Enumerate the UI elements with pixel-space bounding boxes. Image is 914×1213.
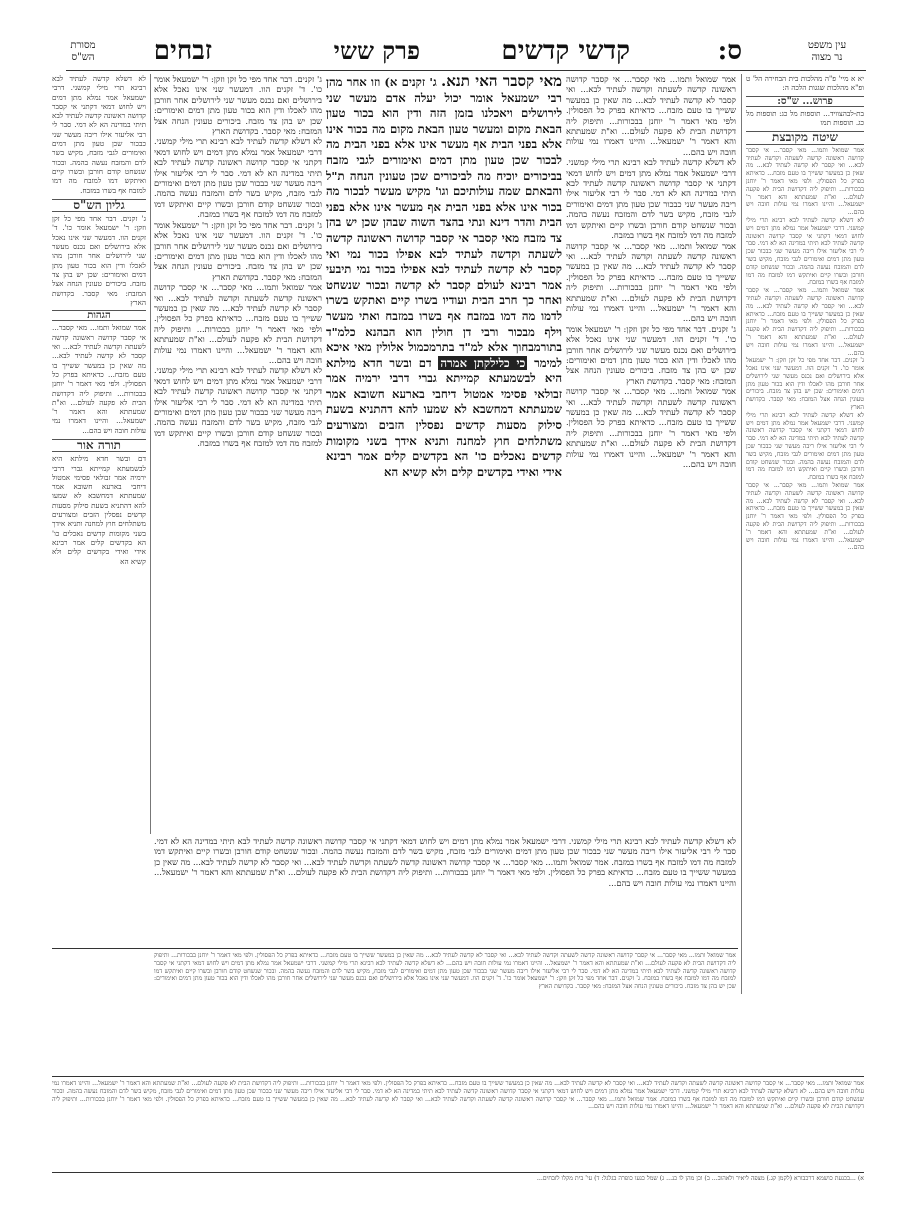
footnotes: א) ...בכנעת כושמא דרכבורא (לקמן קג.) מצפה ליאיר ולאהוב... ב) וכן מהן לו כנ... ג) שמל כנעו כופרה בגלגל: ד) עי' בית מקלו לזבחים... [536, 1175, 864, 1182]
rashi-column [154, 74, 322, 834]
ein-mishpat-subtitle: פרוש... ש"ס: [746, 96, 864, 107]
torah-or-title: תורה אור [52, 439, 146, 452]
tosafot-text-cont2: אמר שמואל ותמו... מאי קסבר... אי קסבר קדושה ראשונה קדשה לשעתה וקדשה לעתיד לבא... ואי קסבר לא קדשה לעתיד לבא... מה שאין כן במעשר ששייך בו טעם מזבח... כדאיתא בפרק כל הפסולין. ולפי מאי דאמר ר' יוחנן בבכורות... ותיפוק ליה דקדושת הבית לא פקעה לעולם... וא"ת שמעתתא והא דאמר ר' ישמעאל... והיינו דאמרו נמי עולות חובה ויש בהם... [566, 240, 736, 324]
footer-text-cont2: אמר שמואל ותמו... מאי קסבר... אי קסבר קדושה ראשונה קדשה לשעתה וקדשה לעתיד לבא... ואי קסבר לא קדשה לעתיד לבא... מה שאין כן במעשר ששייך בו טעם מזבח... כדאיתא בפרק כל הפסולין. ולפי מאי דאמר ר' יוחנן בבכורות... ותיפוק ליה דקדושת הבית לא פקעה לעולם... וא"ת שמעתתא והא דאמר ר' ישמעאל... והיינו דאמרו נמי עולות חובה ויש בהם... [52, 1095, 864, 1111]
shita-mekubetzet-body-cont4: לא דשלא קדשה לעתיד לבא רבינא תרי מילי קמשני. דרבי ישמעאל אמר נמלא מתן דמים ויש לחוש דמאי דקתני אי קסבר קדושה ראשונה קדשה לעתיד לבא תיתי במדינה הא לא דמי. סבר לי רבי אליעזר אילו ריבה מעשר שני כבכור שכן טעון מתן דמים ואימורים לגבי מזבח, מקיש בשר לדם והמזבח נעשה בהמה. ובכור שנשחט קודם חורבן ובשרו קיים ואיתקש דמו למזבח מה דמו למזבח אף בשרו במזבח. [746, 411, 864, 482]
tosafot-lower-text-cont2: ג' זקנים. דבר אחד מפי כל זקן וזקן: ר' ישמעאל אומר כו'. ד' זקנים הוו. דמעשר שני אינו נאכל אלא בירושלים ואם נכנס מעשר שני לירושלים אחר חורבן מהו לאכלו ודין הוא בכור טעון מתן דמים ואימורים: שכן יש בהן צד מזבח. ביכורים טעונין הנחה אצל המזבח: מאי קסבר. בקדושת הארץ [154, 975, 736, 991]
shita-mekubetzet-body-cont2: אמר שמואל ותמו... מאי קסבר... אי קסבר קדושה ראשונה קדשה לשעתה וקדשה לעתיד לבא... ואי קסבר לא קדשה לעתיד לבא... מה שאין כן במעשר ששייך בו טעם מזבח... כדאיתא בפרק כל הפסולין. ולפי מאי דאמר ר' יוחנן בבכורות... ותיפוק ליה דקדושת הבית לא פקעה לעולם... וא"ת שמעתתא והא דאמר ר' ישמעאל... והיינו דאמרו נמי עולות חובה ויש בהם... [746, 287, 864, 357]
tosafot-text-cont3: ג' זקנים. דבר אחד מפי כל זקן וזקן: ר' ישמעאל אומר כו'. ד' זקנים הוו. דמעשר שני אינו נאכל אלא בירושלים ואם נכנס מעשר שני לירושלים אחר חורבן מהו לאכלו ודין הוא בכור טעון מתן דמים ואימורים: שכן יש בהן צד מזבח. ביכורים טעונין הנחה אצל המזבח: מאי קסבר. בקדושת הארץ [566, 323, 736, 386]
rashi-lower-text: לא דשלא קדשה לעתיד לבא רבינא תרי מילי קמשני. דרבי ישמעאל אמר נמלא מתן דמים ויש לחוש דמאי דקתני אי קסבר קדושה ראשונה קדשה לעתיד לבא תיתי במדינה הא לא דמי. סבר לי רבי אליעזר אילו ריבה מעשר שני כבכור שכן טעון מתן דמים ואימורים לגבי מזבח, מקיש בשר לדם והמזבח נעשה בהמה. ובכור שנשחט קודם חורבן ובשרו קיים ואיתקש דמו למזבח מה דמו למזבח אף בשרו במזבח. [154, 836, 736, 867]
shita-mekubetzet-body-cont: לא דשלא קדשה לעתיד לבא רבינא תרי מילי קמשני. דרבי ישמעאל אמר נמלא מתן דמים ויש לחוש דמאי דקתני אי קסבר קדושה ראשונה קדשה לעתיד לבא תיתי במדינה הא לא דמי. סבר לי רבי אליעזר אילו ריבה מעשר שני כבכור שכן טעון מתן דמים ואימורים לגבי מזבח, מקיש בשר לדם והמזבח נעשה בהמה. ובכור שנשחט קודם חורבן ובשרו קיים ואיתקש דמו למזבח מה דמו למזבח אף בשרו במזבח. [746, 216, 864, 287]
gemara-opening-words: מאי קסבר האי תנא. [440, 74, 562, 90]
gemara-main-text [326, 74, 562, 826]
tosafot-text: אמר שמואל ותמו... מאי קסבר... אי קסבר קדושה ראשונה קדשה לשעתה וקדשה לעתיד לבא... ואי קסבר לא קדשה לעתיד לבא... מה שאין כן במעשר ששייך בו טעם מזבח... כדאיתא בפרק כל הפסולין. ולפי מאי דאמר ר' יוחנן בבכורות... ותיפוק ליה דקדושת הבית לא פקעה לעולם... וא"ת שמעתתא והא דאמר ר' ישמעאל... והיינו דאמרו נמי עולות חובה ויש בהם... [566, 74, 736, 157]
folio-number: ס: [717, 36, 742, 66]
header-kodashim: קדשי קדשים [501, 36, 630, 66]
lower-rule [52, 948, 738, 949]
ein-mishpat-heading: עין משפט נר מצוה [807, 40, 847, 63]
shita-mekubetzet-title: שיטה מקובצת [746, 131, 864, 144]
tosafot-column [566, 74, 736, 834]
header-rule [66, 70, 866, 71]
shita-mekubetzet-body: אמר שמואל ותמו... מאי קסבר... אי קסבר קדושה ראשונה קדשה לשעתה וקדשה לעתיד לבא... ואי קסבר לא קדשה לעתיד לבא... מה שאין כן במעשר ששייך בו טעם מזבח... כדאיתא בפרק כל הפסולין. ולפי מאי דאמר ר' יוחנן בבכורות... ותיפוק ליה דקדושת הבית לא פקעה לעולם... וא"ת שמעתתא והא דאמר ר' ישמעאל... והיינו דאמרו נמי עולות חובה ויש בהם... [746, 146, 864, 217]
rashi-text: ג' זקנים. דבר אחד מפי כל זקן וזקן: ר' ישמעאל אומר כו'. ד' זקנים הוו. דמעשר שני אינו נאכל אלא בירושלים ואם נכנס מעשר שני לירושלים אחר חורבן מהו לאכלו ודין הוא בכור טעון מתן דמים ואימורים: שכן יש בהן צד מזבח. ביכורים טעונין הנחה אצל המזבח: מאי קסבר. בקדושת הארץ [154, 74, 322, 137]
hagahot-title: הגהות [52, 310, 146, 321]
tractate-title: זבחים [153, 36, 212, 66]
ein-mishpat-body: בת-לבהצוויד... תוספות מל כג: תוספות מל כג. תוספות תמו [746, 108, 864, 128]
mesoret-text: לא דשלא קדשה לעתיד לבא רבינא תרי מילי קמשני. דרבי ישמעאל אמר נמלא מתן דמים ויש לחוש דמאי דקתני אי קסבר קדושה ראשונה קדשה לעתיד לבא תיתי במדינה הא לא דמי. סבר לי רבי אליעזר אילו ריבה מעשר שני כבכור שכן טעון מתן דמים ואימורים לגבי מזבח, מקיש בשר לדם והמזבח נעשה בהמה. ובכור שנשחט קודם חורבן ובשרו קיים ואיתקש דמו למזבח מה דמו למזבח אף בשרו במזבח. [52, 74, 146, 195]
footer-text-cont: לא דשלא קדשה לעתיד לבא רבינא תרי מילי קמשני. דרבי ישמעאל אמר נמלא מתן דמים ויש לחוש דמאי דקתני אי קסבר קדושה ראשונה קדשה לעתיד לבא תיתי במדינה הא לא דמי. סבר לי רבי אליעזר אילו ריבה מעשר שני כבכור שכן טעון מתן דמים ואימורים לגבי מזבח, מקיש בשר לדם והמזבח נעשה בהמה. ובכור שנשחט קודם חורבן ובשרו קיים ואיתקש דמו למזבח מה דמו למזבח אף בשרו במזבח. [52, 1087, 864, 1103]
gemara-paragraph-1: ג' זקנים א) וזו אחר מהן רבי ישמעאל אומר יכול יעלה אדם מעשר שני לירושלים ויאכלנו בזמן הזה ודין הוא בכור טעון הבאת מקום ומעשר טעון הבאת מקום מה בכור אינו אלא בפני הבית אף מעשר אינו אלא בפני הבית מה לבכור שכן טעון מתן דמים ואימורים לגבי מזבח בביכורים יוכיח מה לביכורים שכן טעונין הנחה ת"ל והבאתם שמה עולותיכם וגו' מקיש מעשר לבכור מה בכור אינו אלא בפני הבית אף מעשר אינו אלא בפני הבית והדר דינא ונתי בהצד השוה שבהן שכן יש בהן צד מזבח מאי קסבר אי קסבר קדושה ראשונה קדשה לשעתה וקדשה לעתיד לבא אפילו בכור נמי ואי קסבר לא קדשה לעתיד לבא אפילו בכור נמי תיבעי אמר רבינא לעולם קסבר לא קדשה ובכור שנשחט ואחר כך חרב הבית ועודיו בשרו קיים ואתקש בשרו לדמו מה דמו במזבח אף בשרו במזבח ואתי מעשר וילף מבכור ורבי דן חולין הוא הבהנא כלמ"ד בתורמבחוך אלא למ"ד בתרמכמול אלולין מאי איכא למימר [326, 75, 562, 370]
tosafot-lower-text: אמר שמואל ותמו... מאי קסבר... אי קסבר קדושה ראשונה קדשה לשעתה וקדשה לעתיד לבא... ואי קסבר לא קדשה לעתיד לבא... מה שאין כן במעשר ששייך בו טעם מזבח... כדאיתא בפרק כל הפסולין. ולפי מאי דאמר ר' יוחנן בבכורות... ותיפוק ליה דקדושת הבית לא פקעה לעולם... וא"ת שמעתתא והא דאמר ר' ישמעאל... והיינו דאמרו נמי עולות חובה ויש בהם... [154, 952, 736, 967]
gilyon-text: ג' זקנים. דבר אחד מפי כל זקן וזקן: ר' ישמעאל אומר כו'. ד' זקנים הוו. דמעשר שני אינו נאכל אלא בירושלים ואם נכנס מעשר שני לירושלים אחר חורבן מהו לאכלו ודין הוא בכור טעון מתן דמים ואימורים: שכן יש בהן צד מזבח. ביכורים טעונין הנחה אצל המזבח: מאי קסבר. בקדושת הארץ [52, 214, 146, 307]
footer-commentary [52, 1080, 864, 1170]
ein-mishpat-entry: יא א מיי' פ"ה מהלכות בית הבחירה הל' ט ופ"א מהלכות שגגות הלכה ה: [746, 74, 864, 93]
rashi-lower-block [154, 836, 736, 946]
tosafot-text-cont: לא דשלא קדשה לעתיד לבא רבינא תרי מילי קמשני. דרבי ישמעאל אמר נמלא מתן דמים ויש לחוש דמאי דקתני אי קסבר קדושה ראשונה קדשה לעתיד לבא תיתי במדינה הא לא דמי. סבר לי רבי אליעזר אילו ריבה מעשר שני כבכור שכן טעון מתן דמים ואימורים לגבי מזבח, מקיש בשר לדם והמזבח נעשה בהמה. ובכור שנשחט קודם חורבן ובשרו קיים ואיתקש דמו למזבח מה דמו למזבח אף בשרו במזבח. [566, 157, 736, 241]
gilyon-hashas-title: גליון הש"ס [52, 199, 146, 212]
rashi-lower-text-cont: אמר שמואל ותמו... מאי קסבר... אי קסבר קדושה ראשונה קדשה לשעתה וקדשה לעתיד לבא... ואי קסבר לא קדשה לעתיד לבא... מה שאין כן במעשר ששייך בו טעם מזבח... כדאיתא בפרק כל הפסולין. ולפי מאי דאמר ר' יוחנן בבכורות... ותיפוק ליה דקדושת הבית לא פקעה לעולם... וא"ת שמעתתא והא דאמר ר' ישמעאל... והיינו דאמרו נמי עולות חובה ויש בהם... [154, 856, 736, 888]
gemara-paragraph-2: דם ובשר חדא מילתא היא לבשמעתא קמייתא גברי דרבי ירמיה אמר זבולאי פסימי אמטול דיחבי בארעא חשובא אמר שמעתתא דמחשבא לא שמעו להא דהתניא בשעת סילוק מסעות קדשים נפסלין הזבים ומצורעים משתלחים חוץ למחנה ותניא אידך בשני מקומות קדשים נאכלים כו' הא בקדשים קלים אמר רבינא אידי ואידי בקדשים קלים ולא קשיא הא [326, 355, 562, 479]
tosafot-text-cont4: אמר שמואל ותמו... מאי קסבר... אי קסבר קדושה ראשונה קדשה לשעתה וקדשה לעתיד לבא... ואי קסבר לא קדשה לעתיד לבא... מה שאין כן במעשר ששייך בו טעם מזבח... כדאיתא בפרק כל הפסולין. ולפי מאי דאמר ר' יוחנן בבכורות... ותיפוק ליה דקדושת הבית לא פקעה לעולם... וא"ת שמעתתא והא דאמר ר' ישמעאל... והיינו דאמרו נמי עולות חובה ויש בהם... [566, 386, 736, 470]
page-header [70, 36, 830, 66]
left-column-divider [150, 74, 151, 834]
shita-mekubetzet-body-cont5: אמר שמואל ותמו... מאי קסבר... אי קסבר קדושה ראשונה קדשה לשעתה וקדשה לעתיד לבא... ואי קסבר לא קדשה לעתיד לבא... מה שאין כן במעשר ששייך בו טעם מזבח... כדאיתא בפרק כל הפסולין. ולפי מאי דאמר ר' יוחנן בבכורות... ותיפוק ליה דקדושת הבית לא פקעה לעולם... וא"ת שמעתתא והא דאמר ר' ישמעאל... והיינו דאמרו נמי עולות חובה ויש בהם... [746, 482, 864, 552]
rashi-text-cont3: אמר שמואל ותמו... מאי קסבר... אי קסבר קדושה ראשונה קדשה לשעתה וקדשה לעתיד לבא... ואי קסבר לא קדשה לעתיד לבא... מה שאין כן במעשר ששייך בו טעם מזבח... כדאיתא בפרק כל הפסולין. ולפי מאי דאמר ר' יוחנן בבכורות... ותיפוק ליה דקדושת הבית לא פקעה לעולם... וא"ת שמעתתא והא דאמר ר' ישמעאל... והיינו דאמרו נמי עולות חובה ויש בהם... [154, 282, 322, 365]
footnote-rule [52, 1172, 864, 1173]
shita-mekubetzet-body-cont3: ג' זקנים. דבר אחד מפי כל זקן וזקן: ר' ישמעאל אומר כו'. ד' זקנים הוו. דמעשר שני אינו נאכל אלא בירושלים ואם נכנס מעשר שני לירושלים אחר חורבן מהו לאכלו ודין הוא בכור טעון מתן דמים ואימורים: שכן יש בהן צד מזבח. ביכורים טעונין הנחה אצל המזבח: מאי קסבר. בקדושת הארץ [746, 357, 864, 412]
chapter-title: פרק ששי [333, 36, 420, 65]
hagahot-text: אמר שמואל ותמו... מאי קסבר... אי קסבר קדושה ראשונה קדשה לשעתה וקדשה לעתיד לבא... ואי קסבר לא קדשה לעתיד לבא... מה שאין כן במעשר ששייך בו טעם מזבח... כדאיתא בפרק כל הפסולין. ולפי מאי דאמר ר' יוחנן בבכורות... ותיפוק ליה דקדושת הבית לא פקעה לעולם... וא"ת שמעתתא והא דאמר ר' ישמעאל... והיינו דאמרו נמי עולות חובה ויש בהם... [52, 323, 146, 435]
rashi-text-cont2: ג' זקנים. דבר אחד מפי כל זקן וזקן: ר' ישמעאל אומר כו'. ד' זקנים הוו. דמעשר שני אינו נאכל אלא בירושלים ואם נכנס מעשר שני לירושלים אחר חורבן מהו לאכלו ודין הוא בכור טעון מתן דמים ואימורים: שכן יש בהן צד מזבח. ביכורים טעונין הנחה אצל המזבח: מאי קסבר. בקדושת הארץ [154, 219, 322, 282]
right-column-divider [741, 74, 742, 994]
tosafot-lower-text-cont: לא דשלא קדשה לעתיד לבא רבינא תרי מילי קמשני. דרבי ישמעאל אמר נמלא מתן דמים ויש לחוש דמאי דקתני אי קסבר קדושה ראשונה קדשה לעתיד לבא תיתי במדינה הא לא דמי. סבר לי רבי אליעזר אילו ריבה מעשר שני כבכור שכן טעון מתן דמים ואימורים לגבי מזבח, מקיש בשר לדם והמזבח נעשה בהמה. ובכור שנשחט קודם חורבן ובשרו קיים ואיתקש דמו למזבח מה דמו למזבח אף בשרו במזבח. [154, 959, 736, 983]
ein-mishpat-column [746, 74, 864, 994]
footer-text: אמר שמואל ותמו... מאי קסבר... אי קסבר קדושה ראשונה קדשה לשעתה וקדשה לעתיד לבא... ואי קסבר לא קדשה לעתיד לבא... מה שאין כן במעשר ששייך בו טעם מזבח... כדאיתא בפרק כל הפסולין. ולפי מאי דאמר ר' יוחנן בבכורות... ותיפוק ליה דקדושת הבית לא פקעה לעולם... וא"ת שמעתתא והא דאמר ר' ישמעאל... והיינו דאמרו נמי עולות חובה ויש בהם... [52, 1080, 864, 1095]
footer-rule [52, 1076, 864, 1077]
tosafot-lower-block [154, 952, 736, 1072]
rashi-text-cont4: לא דשלא קדשה לעתיד לבא רבינא תרי מילי קמשני. דרבי ישמעאל אמר נמלא מתן דמים ויש לחוש דמאי דקתני אי קסבר קדושה ראשונה קדשה לעתיד לבא תיתי במדינה הא לא דמי. סבר לי רבי אליעזר אילו ריבה מעשר שני כבכור שכן טעון מתן דמים ואימורים לגבי מזבח, מקיש בשר לדם והמזבח נעשה בהמה. ובכור שנשחט קודם חורבן ובשרו קיים ואיתקש דמו למזבח מה דמו למזבח אף בשרו במזבח. [154, 365, 322, 449]
rashi-text-cont: לא דשלא קדשה לעתיד לבא רבינא תרי מילי קמשני. דרבי ישמעאל אמר נמלא מתן דמים ויש לחוש דמאי דקתני אי קסבר קדושה ראשונה קדשה לעתיד לבא תיתי במדינה הא לא דמי. סבר לי רבי אליעזר אילו ריבה מעשר שני כבכור שכן טעון מתן דמים ואימורים לגבי מזבח, מקיש בשר לדם והמזבח נעשה בהמה. ובכור שנשחט קודם חורבן ובשרו קיים ואיתקש דמו למזבח מה דמו למזבח אף בשרו במזבח. [154, 136, 322, 220]
mesoret-hashas-heading: מסורת הש"ס [70, 40, 96, 63]
torah-or-text: דם ובשר חדא מילתא היא לבשמעתא קמייתא גברי דרבי ירמיה אמר זבולאי פסימי אמטול דיחבי בארעא חשובא אמר שמעתתא דמחשבא לא שמעו להא דהתניא בשעת סילוק מסעות קדשים נפסלין הזבים ומצורעים משתלחים חוץ למחנה ותניא אידך בשני מקומות קדשים נאכלים כו' הא בקדשים קלים אמר רבינא אידי ואידי בקדשים קלים ולא קשיא הא [52, 454, 146, 566]
mesoret-column [52, 74, 146, 834]
gemara-highlighted-phrase: כי כלילקתן אמרה [440, 355, 526, 370]
